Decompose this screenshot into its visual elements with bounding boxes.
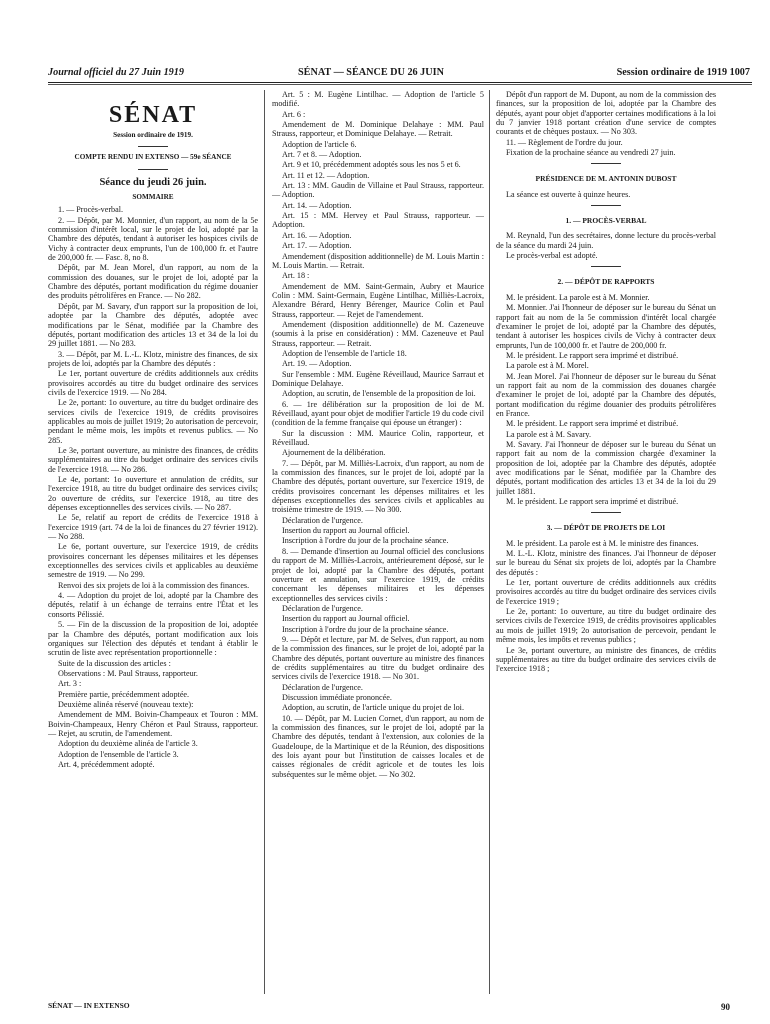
paragraph: 6. — 1re délibération sur la proposition de loi de M. Réveillaud, ayant pour objet de modifier l'article 19 du code civil (condition de la femme française qui épouse un étranger) : (272, 399, 484, 428)
paragraph: Amendement de MM. Boivin-Champeaux et Touron : MM. Boivin-Champeaux, Henry Chéron et Paul Strauss, rapporteur. — Rejet, au scrutin, de l'amendement. (48, 710, 258, 738)
sommaire-list (48, 205, 258, 769)
paragraph: Amendement (disposition additionnelle) de M. Cazeneuve (soumis à la prise en considération) : MM. Cazeneuve et Paul Strauss, rapporteur. — Retrait. (272, 319, 484, 348)
paragraph: M. Savary. J'ai l'honneur de déposer sur le bureau du Sénat un rapport fait au nom de la commission chargée d'examiner la proposition de loi, adoptée par la Chambre des députés, adoptée avec modifications par le Sénat, modifiée par la Chambre des députés, portant modification des articles 13 et 34 de la loi du 29 juillet 1881. (496, 439, 716, 496)
sommaire-list-end (496, 90, 716, 157)
paragraph: Suite de la discussion des articles : (58, 658, 171, 668)
column-separator-2 (489, 90, 490, 994)
paragraph: Le 2e, portant: 1o ouverture, au titre du budget ordinaire des services civils de l'exercice 1919, de crédits provisoires applicables au mois de juillet 1919; 2o autorisation de percevoir, pendant le même mois, les impôts et revenus publics ; (496, 607, 716, 645)
paragraph: M. le président. La parole est à M. Monnier. (506, 292, 650, 302)
column-1 (48, 90, 258, 1010)
paragraph: Amendement de M. Dominique Delahaye : MM. Paul Strauss, rapporteur, et Dominique Delahaye. — Retrait. (272, 120, 484, 139)
page-mark: 90 (721, 1002, 730, 1012)
paragraph: Art. 13 : MM. Gaudin de Villaine et Paul Strauss, rapporteur. — Adoption. (272, 181, 484, 200)
paragraph: Insertion du rapport au Journal officiel. (282, 526, 410, 536)
short-rule (591, 266, 621, 267)
section-1-heading: 1. — PROCÈS-VERBAL (565, 216, 647, 226)
paragraph: Art. 14. — Adoption. (282, 200, 352, 210)
paragraph: Art. 3 : (58, 679, 82, 689)
paragraph: M. L.-L. Klotz, ministre des finances. J'ai l'honneur de déposer sur le bureau du Sénat six projets de loi, adoptés par la Chambre des députés : (496, 549, 716, 577)
paragraph: Art. 19. — Adoption. (282, 359, 352, 369)
paragraph: Amendement (disposition additionnelle) de M. Louis Martin : M. Louis Martin. — Retrait. (272, 251, 484, 270)
short-rule (138, 146, 168, 147)
paragraph: Le 1er, portant ouverture de crédits additionnels aux crédits provisoires accordés au titre du budget ordinaire des services civils de l'exercice 1919. — No 284. (48, 369, 258, 397)
paragraph: Adoption de l'article 6. (282, 139, 357, 149)
paragraph: Art. 7 et 8. — Adoption. (282, 150, 362, 160)
paragraph: 3. — Dépôt, par M. L.-L. Klotz, ministre des finances, de six projets de loi, adoptés par la Chambre des députés : (48, 349, 258, 368)
paragraph: M. le président. Le rapport sera imprimé et distribué. (506, 350, 679, 360)
paragraph: Sur l'ensemble : MM. Eugène Réveillaud, Maurice Sarraut et Dominique Delahaye. (272, 369, 484, 388)
paragraph: Fixation de la prochaine séance au vendredi 27 juin. (506, 148, 676, 158)
paragraph: M. le président. Le rapport sera imprimé et distribué. (506, 497, 679, 507)
paragraph: 2. — Dépôt, par M. Monnier, d'un rapport, au nom de la 5e commission d'intérêt local, sur le projet de loi, adopté par la Chambre des députés, tendant à autoriser les hospices civils de Vichy à contracter deux emprunts, l'un de 100,000 fr. et l'autre de 200,000 fr. — Fasc. 8, no 8. (48, 215, 258, 263)
section-2-body (496, 293, 716, 507)
paragraph: Insertion du rapport au Journal officiel. (282, 614, 410, 624)
header-rule-2 (48, 84, 752, 85)
paragraph: La parole est à M. Savary. (506, 429, 591, 439)
paragraph: Dépôt, par M. Jean Morel, d'un rapport, au nom de la commission des douanes, sur le projet de loi, adopté par la Chambre des députés, portant modification du régime douanier des produits pétrolifères en France. — No 282. (48, 263, 258, 301)
header-journal: Journal officiel du 27 Juin 1919 (48, 67, 184, 78)
paragraph: Adoption de l'ensemble de l'article 3. (58, 749, 179, 759)
paragraph: Art. 5 : M. Eugène Lintilhac. — Adoption de l'article 5 modifié. (272, 90, 484, 109)
page-header (48, 67, 752, 83)
column-3 (496, 90, 716, 1010)
column-2 (272, 90, 484, 1010)
paragraph: Le 3e, portant ouverture, au ministre des finances, de crédits supplémentaires au titre du budget ordinaire des services civils de l'exercice 1918 ; (496, 645, 716, 674)
header-seance: SÉNAT — SÉANCE DU 26 JUIN (298, 67, 444, 78)
section-2-heading: 2. — DÉPÔT DE RAPPORTS (557, 277, 655, 287)
column-separator-1 (264, 90, 265, 994)
paragraph: Art. 15 : MM. Hervey et Paul Strauss, rapporteur. — Adoption. (272, 211, 484, 230)
paragraph: 5. — Fin de la discussion de la proposition de loi, adoptée par la Chambre des députés, portant modification aux lois organiques sur l'élection des députés et tendant à établir le scrutin de liste avec représentation proportionnelle : (48, 620, 258, 658)
section-1-body (496, 231, 716, 260)
paragraph: 9. — Dépôt et lecture, par M. de Selves, d'un rapport, au nom de la commission des finances, sur le projet de loi, adopté par la Chambre des députés, portant ouverture au ministre des finances de crédits supplémentaires au titre du budget ordinaire des services civils de l'exercice 1918. — No 301. (272, 634, 484, 682)
paragraph: Le 3e, portant ouverture, au ministre des finances, de crédits supplémentaires au titre du budget ordinaire des services civils de l'exercice 1918. — No 286. (48, 445, 258, 474)
paragraph: Adoption, au scrutin, de l'article unique du projet de loi. (282, 703, 464, 713)
page-footer: SÉNAT — IN EXTENSO (48, 1001, 130, 1010)
paragraph: M. Jean Morel. J'ai l'honneur de déposer sur le bureau du Sénat un rapport fait au nom de la commission des douanes chargée d'examiner le projet de loi, adopté par la Chambre des députés, portant modification du régime douanier des produits pétrolifères en France. (496, 371, 716, 418)
paragraph: Déclaration de l'urgence. (282, 603, 363, 613)
paragraph: 10. — Dépôt, par M. Lucien Cornet, d'un rapport, au nom de la commission des finances, sur le projet de loi, adopté par la Chambre des députés, tendant à l'extension, aux colonies de la Guadeloupe, de la Martinique et de la Réunion, des dispositions des lois ayant pour but l'institution de caisses locales et de caisses régionales de crédit agricole et de toutes les lois subséquentes sur le même objet. — No 302. (272, 713, 484, 779)
paragraph: Inscription à l'ordre du jour de la prochaine séance. (282, 536, 449, 546)
paragraph: Art. 4, précédemment adopté. (58, 759, 155, 769)
paragraph: Déclaration de l'urgence. (282, 682, 363, 692)
header-session: Session ordinaire de 1919 1007 (616, 67, 750, 78)
paragraph: Art. 11 et 12. — Adoption. (282, 170, 370, 180)
paragraph: Déclaration de l'urgence. (282, 515, 363, 525)
paragraph: Dépôt d'un rapport de M. Dupont, au nom de la commission des finances, sur la proposition de loi, adoptée par la Chambre des députés, ayant pour objet d'apporter certaines modifications à la loi du 7 janvier 1918 portant création d'une service de comptes courants et de chèques postaux. — No 303. (496, 90, 716, 137)
section-3-body (496, 539, 716, 674)
opening-text: La séance est ouverte à quinze heures. (506, 189, 631, 199)
session-label: Session ordinaire de 1919. (113, 131, 193, 139)
paragraph: La parole est à M. Morel. (506, 361, 589, 371)
paragraph: 11. — Règlement de l'ordre du jour. (506, 137, 623, 147)
header-rule (48, 82, 752, 83)
paragraph: Art. 9 et 10, précédemment adoptés sous les nos 5 et 6. (282, 160, 461, 170)
paragraph: Adoption, au scrutin, de l'ensemble de la proposition de loi. (282, 389, 476, 399)
paragraph: Le 6e, portant ouverture, sur l'exercice 1919, de crédits provisoires concernant les dépenses militaires et les dépenses exceptionnelles des services civils et applicables au deuxième semestre de 1919. — No 299. (48, 542, 258, 580)
paragraph: Dépôt, par M. Savary, d'un rapport sur la proposition de loi, adoptée par la Chambre des députés, adoptée avec modifications par le Sénat, modifiée par la Chambre des députés, portant modification des articles 13 et 34 de la loi du 29 juillet 1881. — No 283. (48, 301, 258, 349)
paragraph: Observations : M. Paul Strauss, rapporteur. (58, 668, 198, 678)
paragraph: Art. 16. — Adoption. (282, 230, 352, 240)
paragraph: Art. 6 : (282, 109, 306, 119)
paragraph: Discussion immédiate prononcée. (282, 692, 392, 702)
paragraph: Deuxième alinéa réservé (nouveau texte): (58, 699, 194, 709)
paragraph: Le 5e, relatif au report de crédits de l'exercice 1918 à l'exercice 1919 (art. 74 de la loi de finances du 27 février 1912). — No 288. (48, 513, 258, 542)
paragraph: 7. — Dépôt, par M. Milliès-Lacroix, d'un rapport, au nom de la commission des finances, sur le projet de loi, adopté par la Chambre des députés, portant ouverture, sur l'exercice 1919, de crédits provisoires concernant les dépenses militaires et les dépenses exceptionnelles des services civils et applicables au troisième trimestre de 1919. — No 300. (272, 458, 484, 515)
paragraph: Adoption de l'ensemble de l'article 18. (282, 348, 407, 358)
compte-rendu: COMPTE RENDU IN EXTENSO — 59e SÉANCE (74, 153, 232, 162)
seance-date: Séance du jeudi 26 juin. (99, 176, 207, 188)
paragraph: Amendement de MM. Saint-Germain, Aubry et Maurice Colin : MM. Saint-Germain, Eugène Lintilhac, Milliès-Lacroix, Alexandre Bérard, Henry Bérenger, Maurice Colin et Paul Strauss, rapporteur. — Rejet de l'amendement. (272, 281, 484, 319)
paragraph: Renvoi des six projets de loi à la commission des finances. (58, 580, 250, 590)
paragraph: Inscription à l'ordre du jour de la prochaine séance. (282, 624, 449, 634)
paragraph: Sur la discussion : MM. Maurice Colin, rapporteur, et Réveillaud. (272, 428, 484, 448)
paragraph: Le procès-verbal est adopté. (506, 251, 598, 261)
paragraph: M. Monnier. J'ai l'honneur de déposer sur le bureau du Sénat un rapport fait au nom de la 5e commission d'intérêt local chargée d'examiner le projet de loi, adopté par la Chambre des députés, tendant à autoriser les hospices civils de Vichy à contracter deux emprunts, l'un de 100,000 fr. et l'autre de 200,000 fr. (496, 303, 716, 350)
paragraph: M. le président. La parole est à M. le ministre des finances. (506, 538, 699, 548)
paragraph: Ajournement de la délibération. (282, 448, 386, 458)
paragraph: Le 4e, portant: 1o ouverture et annulation de crédits, sur l'exercice 1918, au titre du budget ordinaire des services civils; 2o ouverture de crédits, sur l'exercice 1918, au titre des dépenses exceptionnelles des services civils. — No 287. (48, 475, 258, 513)
paragraph: Adoption du deuxième alinéa de l'article 3. (58, 739, 198, 749)
short-rule (138, 169, 168, 170)
senat-title: SÉNAT (108, 102, 198, 128)
paragraph: Première partie, précédemment adoptée. (58, 689, 190, 699)
sommaire-list-cont (272, 90, 484, 779)
paragraph: Le 2e, portant: 1o ouverture, au titre du budget ordinaire des services civils de l'exercice 1919, de crédits provisoires applicables au mois de juillet 1919; 2o autorisation de percevoir, pendant le même mois, les impôts et revenus publics. — No 285. (48, 398, 258, 445)
paragraph: Art. 17. — Adoption. (282, 241, 352, 251)
presidence-heading: PRÉSIDENCE DE M. ANTONIN DUBOST (535, 174, 677, 184)
short-rule (591, 205, 621, 206)
paragraph: Le 1er, portant ouverture de crédits additionnels aux crédits provisoires accordés au titre du budget ordinaire des services civils de l'exercice 1919 ; (496, 578, 716, 606)
paragraph: M. le président. Le rapport sera imprimé et distribué. (506, 419, 679, 429)
paragraph: Art. 18 : (282, 271, 310, 281)
short-rule (591, 512, 621, 513)
paragraph: M. Reynald, l'un des secrétaires, donne lecture du procès-verbal de la séance du mardi 24 juin. (496, 231, 716, 250)
short-rule (591, 163, 621, 164)
paragraph: 8. — Demande d'insertion au Journal officiel des conclusions du rapport de M. Milliès-Lacroix, antérieurement déposé, sur le projet de loi, adopté par la Chambre des députés, portant ouverture et annulation, sur l'exercice 1919, de crédits concernant les dépenses militaires et les dépenses exceptionnelles des services civils : (272, 546, 484, 603)
section-3-heading: 3. — DÉPÔT DE PROJETS DE LOI (546, 523, 666, 533)
sommaire-heading: SOMMAIRE (132, 193, 174, 202)
paragraph: 4. — Adoption du projet de loi, adopté par la Chambre des députés, relatif à un échange de terrains entre l'État et les consorts Pélissié. (48, 591, 258, 619)
paragraph: 1. — Procès-verbal. (58, 205, 123, 215)
